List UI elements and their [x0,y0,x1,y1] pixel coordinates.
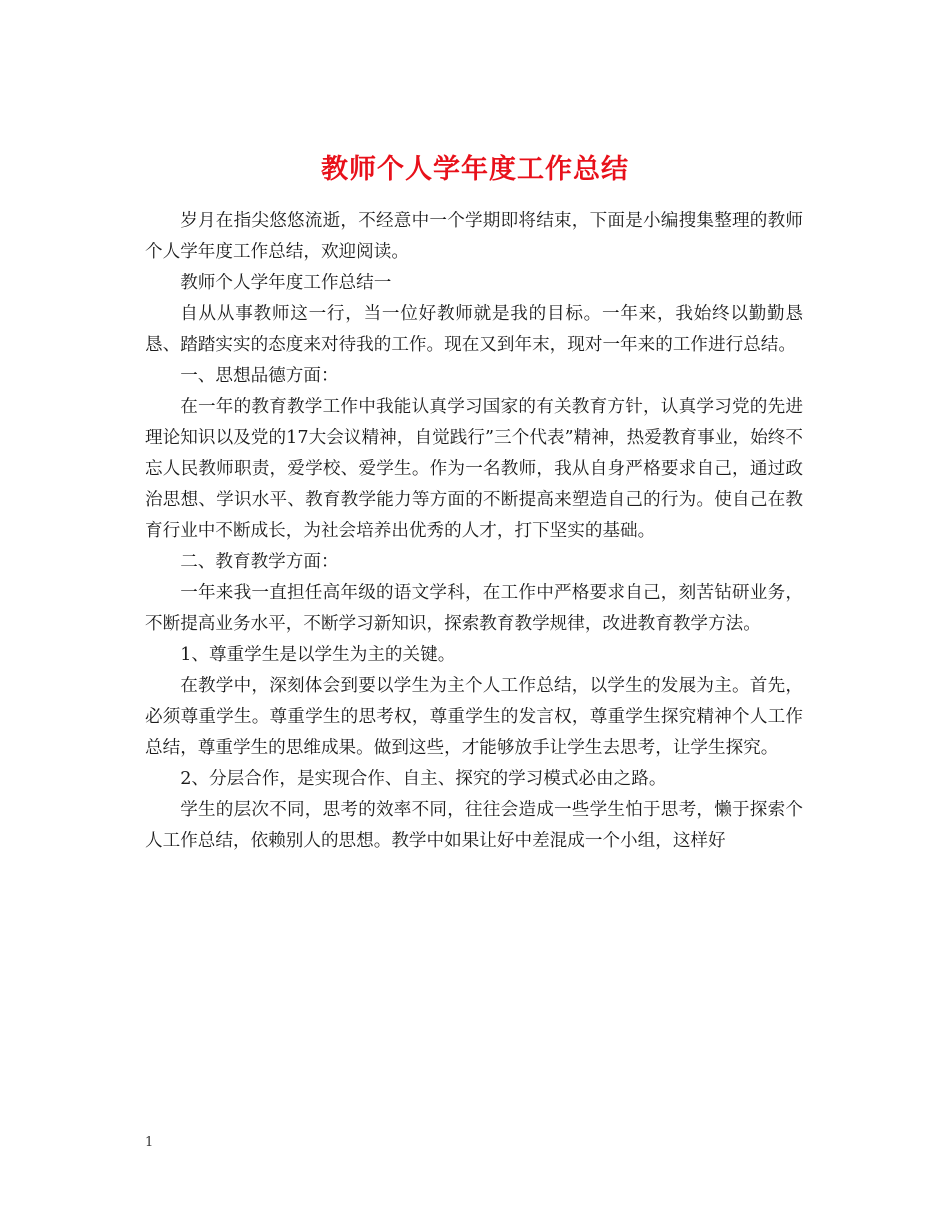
paragraph-opening: 自从从事教师这一行，当一位好教师就是我的目标。一年来，我始终以勤勤恳恳、踏踏实实的态度来对待我的工作。现在又到年末，现对一年来的工作进行总结。 [145,304,803,355]
section-heading-teaching: 二、教育教学方面： [180,552,339,572]
paragraph-respect-students: 在教学中，深刻体会到要以学生为主个人工作总结，以学生的发展为主。首先，必须尊重学生。尊重学生的思考权，尊重学生的发言权，尊重学生探究精神个人工作总结，尊重学生的思维成果。做到这些，才能够放手让学生去思考，让学生探究。 [145,676,803,758]
document-body [145,206,803,857]
section-heading-summary-one: 教师个人学年度工作总结一 [180,273,392,293]
paragraph-morality: 在一年的教育教学工作中我能认真学习国家的有关教育方针，认真学习党的先进理论知识以及党的17大会议精神，自觉践行”三个代表”精神，热爱教育事业，始终不忘人民教师职责，爱学校、爱学生。作为一名教师，我从自身严格要求自己，通过政治思想、学识水平、教育教学能力等方面的不断提高来塑造自己的行为。使自己在教育行业中不断成长，为社会培养出优秀的人才，打下坚实的基础。 [145,397,803,541]
paragraph-intro: 岁月在指尖悠悠流逝，不经意中一个学期即将结束，下面是小编搜集整理的教师个人学年度工作总结，欢迎阅读。 [145,211,803,262]
subheading-group-cooperation: 2、分层合作，是实现合作、自主、探究的学习模式必由之路。 [180,769,667,789]
paragraph-group-cooperation: 学生的层次不同，思考的效率不同，往往会造成一些学生怕于思考，懒于探索个人工作总结，依赖别人的思想。教学中如果让好中差混成一个小组，这样好 [145,800,803,851]
paragraph-teaching: 一年来我一直担任高年级的语文学科，在工作中严格要求自己，刻苦钻研业务，不断提高业务水平，不断学习新知识，探索教育教学规律，改进教育教学方法。 [145,583,803,634]
subheading-respect-students: 1、尊重学生是以学生为主的关键。 [180,645,456,665]
section-heading-morality: 一、思想品德方面： [180,366,339,386]
document-title: 教师个人学年度工作总结 [321,154,629,186]
page-number: 1 [145,1135,154,1150]
